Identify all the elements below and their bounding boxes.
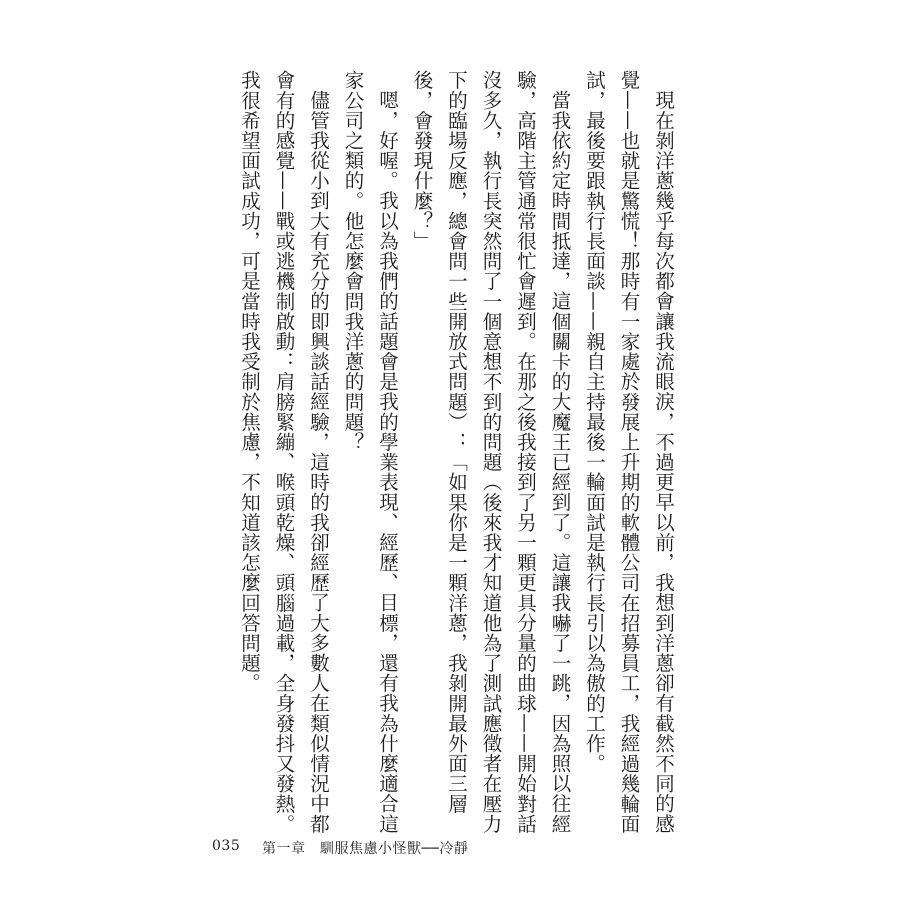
body-text [232, 70, 681, 840]
paragraph: 當我依約定時間抵達，這個關卡的大魔王已經到了。這讓我嚇了一跳，因為照以往經驗，高階主管通常很忙會遲到。在那之後我接到了另一顆更具分量的曲球——開始對話沒多久，執行長突然問了一個意想不到的問題（後來我才知道他為了測試應徵者在壓力下的臨場反應，總會問一些開放式問題）：「如果你是一顆洋蔥，我剝開最外面三層後，會發現什麼？」 [410, 70, 572, 834]
paragraph: 儘管我從小到大有充分的即興談話經驗，這時的我卻經歷了大多數人在類似情況中都會有的感覺——戰或逃機制啟動：肩膀緊繃、喉頭乾燥、頭腦過載，全身發抖又發熱。我很希望面試成功，可是當時我受制於焦慮，不知道該怎麼回答問題。 [238, 70, 330, 834]
paragraph: 嗯，好喔。我以為我們的話題會是我的學業表現、經歷、目標，還有我為什麼適合這家公司之類的。他怎麼會問我洋蔥的問題？ [341, 70, 399, 834]
page-number: 035 [212, 838, 241, 854]
paragraph: 現在剝洋蔥幾乎每次都會讓我流眼淚，不過更早以前，我想到洋蔥卻有截然不同的感覺——也就是驚慌！那時有一家處於發展上升期的軟體公司在招募員工，我經過幾輪面試，最後要跟執行長面談——親自主持最後一輪面試是執行長引以為傲的工作。 [583, 70, 675, 834]
page-footer [0, 838, 900, 858]
running-header: 第一章 馴服焦慮小怪獸──冷靜 [262, 841, 469, 857]
